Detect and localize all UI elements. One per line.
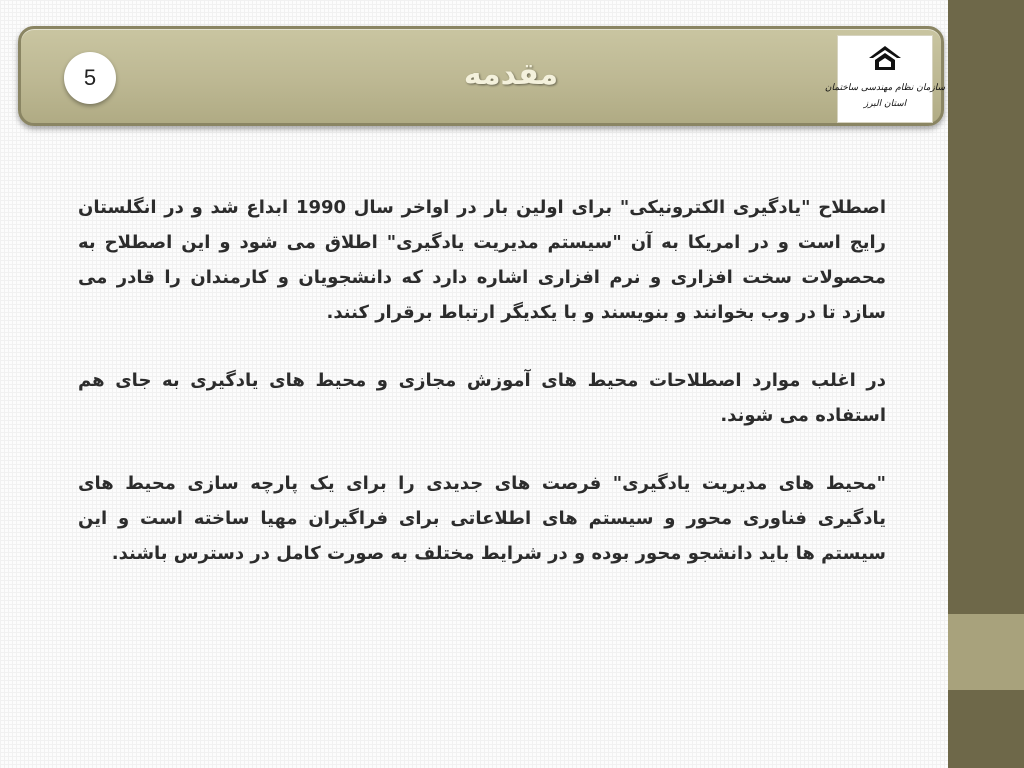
page-number-badge	[64, 52, 116, 104]
body-text	[78, 190, 886, 604]
engineering-organization-logo-icon	[824, 35, 946, 123]
logo-text-line2: استان البرز	[863, 99, 907, 109]
slide-title: مقدمه	[463, 57, 559, 92]
title-banner	[18, 26, 944, 126]
page-number: 5	[83, 65, 97, 90]
logo-text-line1: سازمان نظام مهندسی ساختمان	[824, 83, 946, 93]
right-sidebar-accent	[948, 614, 1024, 690]
paragraph-3: "محیط های مدیریت یادگیری" فرصت های جدیدی را برای یک پارچه سازی محیط های یادگیری فناوری محور و سیستم های اطلاعاتی برای فراگیران مهیا ساخته است و این سیستم ها باید دانشجو محور بوده و در شرایط مختلف به صورت کامل در دسترس باشند.	[78, 473, 886, 564]
paragraph-2: در اغلب موارد اصطلاحات محیط های آموزش مجازی و محیط های یادگیری به جای هم استفاده می شوند.	[78, 370, 886, 426]
paragraph-1: اصطلاح "یادگیری الکترونیکی" برای اولین بار در اواخر سال 1990 ابداع شد و در انگلستان رایج است و در امریکا به آن "سیستم مدیریت یادگیری" اطلاق می شود و این اصطلاح به محصولات سخت افزاری و نرم افزاری اشاره دارد که دانشجویان و کارمندان را قادر می سازد تا در وب بخوانند و بنویسند و با یکدیگر ارتباط برقرار کنند.	[78, 197, 886, 323]
